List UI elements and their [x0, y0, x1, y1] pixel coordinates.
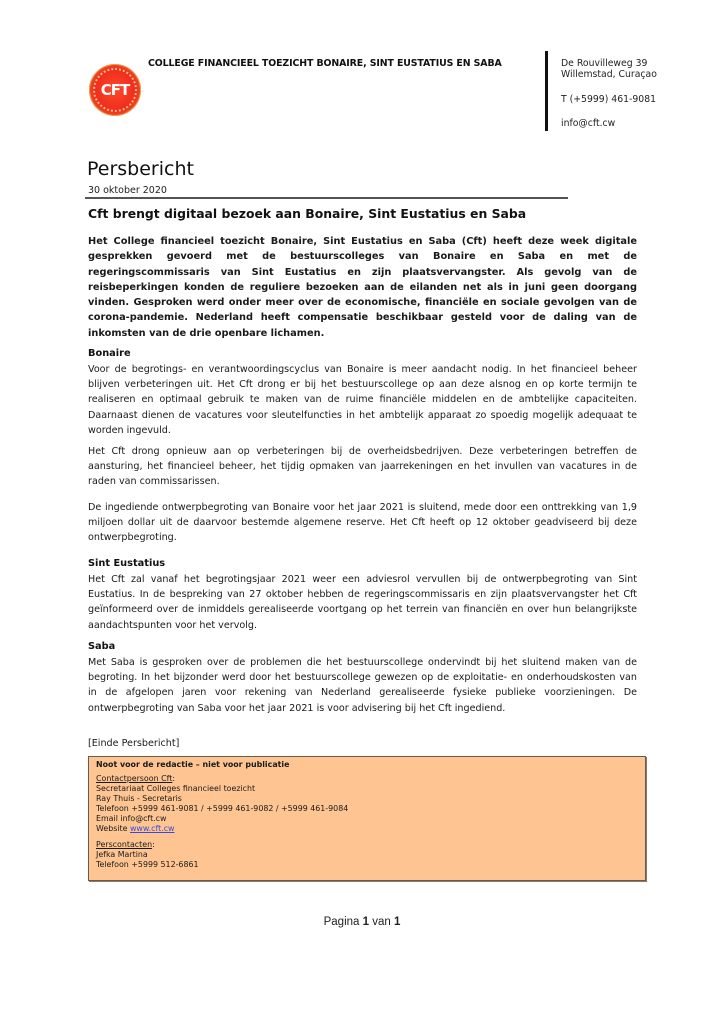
press-name: Jefka Martina — [96, 850, 148, 859]
sint-eustatius-paragraph: Het Cft zal vanaf het begrotingsjaar 2021 weer een adviesrol vervullen bij de ontwerpbegroting van Sint Eustatius. In de bespreking van 27 oktober hebben de regeringscommissaris en zijn plaatsvervangster het Cft geïnformeerd over de inmiddels gerealiseerde voortgang op het terrein van financiën en over hun belangrijkste aandachtspunten voor het vervolg. — [88, 574, 637, 631]
cft-logo — [89, 64, 141, 116]
contact-org: Secretariaat Colleges financieel toezicht — [96, 784, 256, 793]
header-phone: T (+5999) 461-9081 — [561, 94, 657, 105]
bonaire-paragraph-2: Het Cft drong opnieuw aan op verbeteringen bij de overheidsbedrijven. Deze verbeteringen betreffen de aansturing, het financieel beheer, het tijdig opmaken van jaarrekeningen en het invullen van vacatures in de raden van commissarissen. — [88, 446, 637, 488]
document-date: 30 oktober 2020 — [88, 185, 167, 196]
contact-email: Email info@cft.cw — [96, 814, 167, 823]
website-link[interactable]: www.cft.cw — [129, 824, 175, 833]
contact-label: Contactpersoon Cft — [96, 774, 173, 783]
contact-name: Ray Thuis - Secretaris — [96, 794, 182, 803]
logo-text: CFT — [100, 81, 130, 99]
page-footer — [0, 916, 724, 928]
press-label: Perscontacten — [96, 840, 153, 849]
headline: Cft brengt digitaal bezoek aan Bonaire, Sint Eustatius en Saba — [88, 206, 527, 221]
document-type: Persbericht — [87, 158, 194, 180]
total-pages: 1 — [393, 916, 401, 928]
press-label-line: Perscontacten: — [96, 840, 155, 849]
section-heading-sint-eustatius: Sint Eustatius — [88, 558, 166, 569]
header-divider — [545, 51, 548, 131]
editor-note-title: Noot voor de redactie – niet voor publicatie — [96, 760, 290, 769]
lead-paragraph: Het College financieel toezicht Bonaire, Sint Eustatius en Saba (Cft) heeft deze week digitale gesprekken gevoerd met de bestuurscolleges van Bonaire en Saba en met de regeringscommissaris van Sint Eustatius en zijn plaatsvervangster. Als gevolg van de reisbeperkingen konden de reguliere bezoeken aan de eilanden net als in juni geen doorgang vinden. Gesproken werd onder meer over de economische, financiële en sociale gevolgen van de corona-pandemie. Nederland heeft compensatie beschikbaar gesteld voor de daling van de inkomsten van de drie openbare lichamen. — [88, 236, 637, 339]
section-heading-bonaire: Bonaire — [88, 348, 131, 359]
saba-paragraph: Met Saba is gesproken over de problemen die het bestuurscollege ondervindt bij het sluitend maken van de begroting. In het bijzonder werd door het bestuurscollege gewezen op de exploitatie- en onderhoudskosten van in de afgelopen jaren voor rekening van Nederland gerealiseerde fysieke publieke voorzieningen. De ontwerpbegroting van Saba voor het jaar 2021 is voor advisering bij het Cft ingediend. — [88, 657, 637, 714]
footer-prefix: Pagina — [323, 916, 363, 928]
website-label: Website — [96, 824, 130, 833]
contact-phone: Telefoon +5999 461-9081 / +5999 461-9082 / +5999 461-9084 — [96, 804, 349, 813]
current-page: 1 — [362, 916, 370, 928]
header-email: info@cft.cw — [561, 118, 616, 129]
title-rule — [85, 197, 568, 199]
website-line — [96, 824, 174, 834]
press-phone: Telefoon +5999 512-6861 — [96, 860, 199, 869]
organization-name: COLLEGE FINANCIEEL TOEZICHT BONAIRE, SINT EUSTATIUS EN SABA — [148, 58, 502, 69]
section-heading-saba: Saba — [88, 641, 116, 652]
bonaire-paragraph-3: De ingediende ontwerpbegroting van Bonaire voor het jaar 2021 is sluitend, mede door een onttrekking van 1,9 miljoen dollar uit de daarvoor bestemde algemene reserve. Het Cft heeft op 12 oktober geadviseerd bij deze ontwerpbegroting. — [88, 502, 637, 544]
bonaire-paragraph-1: Voor de begrotings- en verantwoordingscyclus van Bonaire is meer aandacht nodig. In het financieel beheer blijven verbeteringen uit. Het Cft drong er bij het bestuurscollege op aan deze alsnog en op korte termijn te realiseren en optimaal gebruik te maken van de ruime financiële middelen en de ambtelijke capaciteiten. Daarnaast dienen de vacatures voor sleutelfuncties in het ambtelijk apparaat zo spoedig mogelijk adequaat te worden ingevuld. — [88, 364, 637, 436]
address-city: Willemstad, Curaçao — [561, 69, 657, 80]
contact-label-line: Contactpersoon Cft: — [96, 774, 175, 783]
footer-middle: van — [369, 916, 394, 928]
address-street: De Rouvilleweg 39 — [561, 58, 648, 69]
end-marker: [Einde Persbericht] — [88, 738, 180, 749]
editor-note-box — [88, 756, 646, 881]
